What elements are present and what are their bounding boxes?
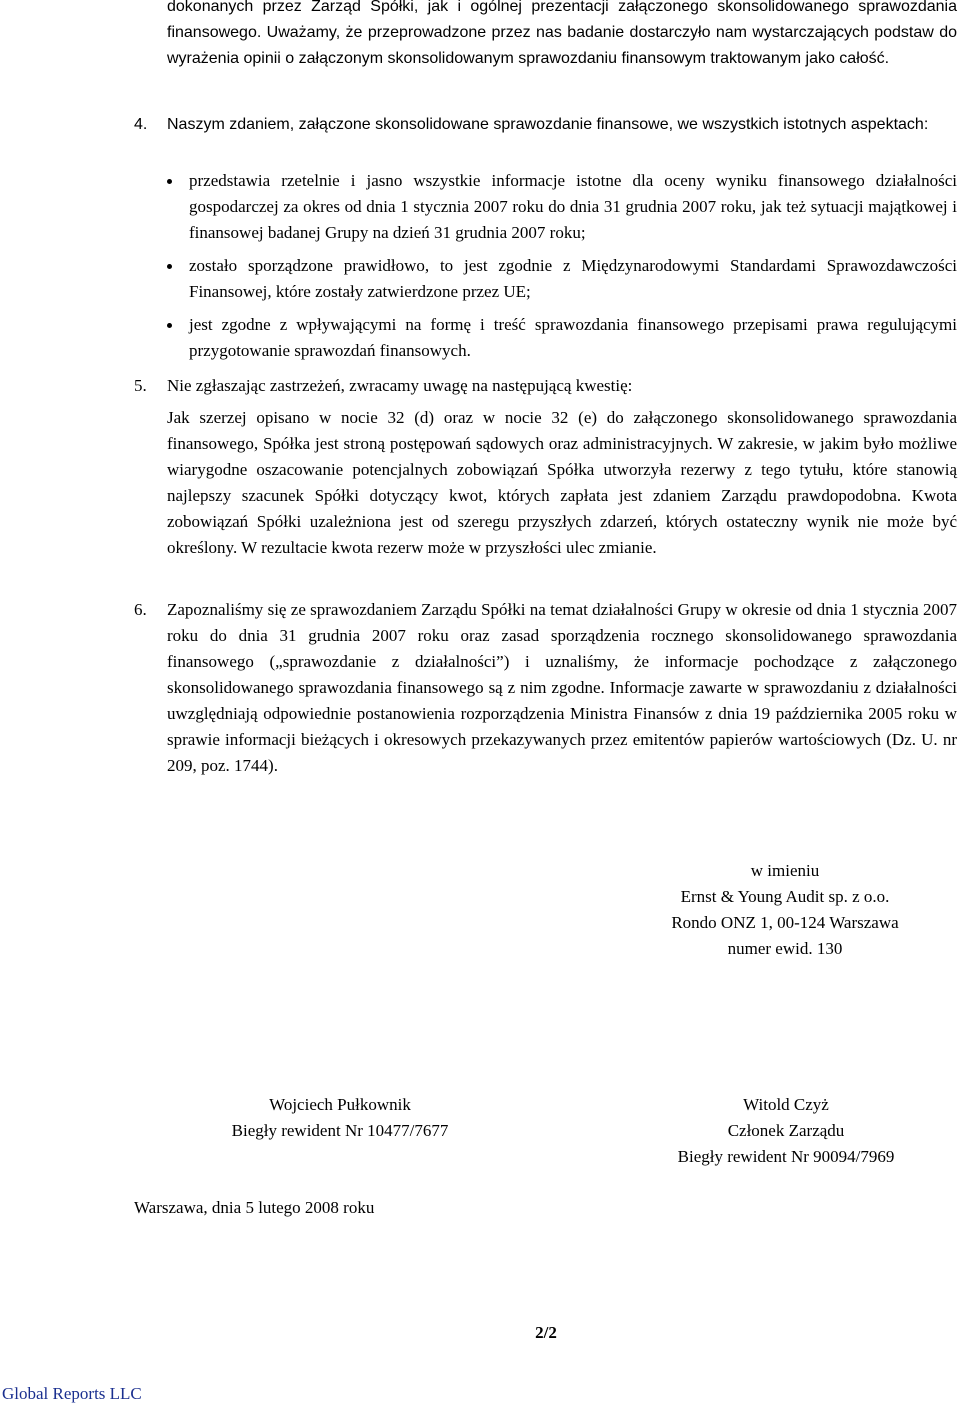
firm-block xyxy=(630,858,940,962)
on-behalf: w imieniu xyxy=(750,861,820,880)
point-6-number: 6. xyxy=(134,600,147,619)
signatory-name: Witold Czyż xyxy=(743,1095,829,1114)
signatory-title: Członek Zarządu xyxy=(727,1121,845,1140)
signatory-role: Biegły rewident Nr 90094/7969 xyxy=(677,1147,895,1166)
list-item: przedstawia rzetelnie i jasno wszystkie informacje istotne dla oceny wyniku finansowego działalności gospodarczej za okres od dnia 1 stycznia 2007 roku do dnia 31 grudnia 2007 roku, jak też sytuacji majątkowej i finansowej badanej Grupy na dzień 31 grudnia 2007 roku; xyxy=(167,168,957,246)
list-item: zostało sporządzone prawidłowo, to jest zgodnie z Międzynarodowymi Standardami Sprawozdawczości Finansowej, które zostały zatwierdzone przez UE; xyxy=(167,253,957,305)
footer-brand: Global Reports LLC xyxy=(2,1384,142,1403)
firm-name: Ernst & Young Audit sp. z o.o. xyxy=(680,887,890,906)
signatory-name: Wojciech Pułkownik xyxy=(269,1095,411,1114)
bullet-icon xyxy=(167,264,172,269)
point-5-lead: Nie zgłaszając zastrzeżeń, zwracamy uwagę na następującą kwestię: xyxy=(167,376,633,395)
point-5-number: 5. xyxy=(134,376,147,395)
signatory-role: Biegły rewident Nr 10477/7677 xyxy=(231,1121,449,1140)
signatory-left xyxy=(190,1092,490,1144)
firm-registry: numer ewid. 130 xyxy=(727,939,843,958)
point-4-number: 4. xyxy=(134,116,148,133)
bullet-icon xyxy=(167,179,172,184)
place-date: Warszawa, dnia 5 lutego 2008 roku xyxy=(134,1198,375,1217)
point-6-text: Zapoznaliśmy się ze sprawozdaniem Zarządu Spółki na temat działalności Grupy w okresie od dnia 1 stycznia 2007 roku do dnia 31 grudnia 2007 roku oraz zasad sporządzenia rocznego skonsolidowanego sprawozdania finansowego („sprawozdanie z działalności”) i uznaliśmy, że informacje pochodzące z załączonego skonsolidowanego sprawozdania finansowego są z nim zgodne. Informacje zawarte w sprawozdaniu z działalności uwzględniają odpowiednie postanowienia rozporządzenia Ministra Finansów z dnia 19 października 2005 roku w sprawie informacji bieżących i okresowych przekazywanych przez emitentów papierów wartościowych (Dz. U. nr 209, poz. 1744). xyxy=(167,600,957,775)
intro-paragraph: dokonanych przez Zarząd Spółki, jak i ogólnej prezentacji załączonego skonsolidowanego sprawozdania finansowego. Uważamy, że przeprowadzone przez nas badanie dostarczyło nam wystarczających podstaw do wyrażenia opinii o załączonym skonsolidowanym sprawozdaniu finansowym traktowanym jako całość. xyxy=(167,0,957,67)
firm-address: Rondo ONZ 1, 00-124 Warszawa xyxy=(671,913,899,932)
list-item: jest zgodne z wpływającymi na formę i treść sprawozdania finansowego przepisami prawa regulującymi przygotowanie sprawozdań finansowych. xyxy=(167,312,957,364)
point-5-text: Jak szerzej opisano w nocie 32 (d) oraz w nocie 32 (e) do załączonego skonsolidowanego sprawozdania finansowego, Spółka jest stroną postępowań sądowych oraz administracyjnych. W zakresie, w jakim było możliwe wiarygodne oszacowanie potencjalnych zobowiązań Spółka utworzyła rezerwy z tego tytułu, które stanowią najlepszy szacunek Spółki dotyczący kwot, których zapłata jest zdaniem Zarządu prawdopodobna. Kwota zobowiązań Spółki uzależniona jest od szeregu przyszłych zdarzeń, których ostateczny wynik nie może być określony. W rezultacie kwota rezerw może w przyszłości ulec zmianie. xyxy=(167,408,957,557)
bullet-icon xyxy=(167,323,172,328)
point-4-bullet-list xyxy=(167,168,957,371)
page-number: 2/2 xyxy=(535,1323,557,1342)
signatory-right xyxy=(636,1092,936,1170)
point-4-text: Naszym zdaniem, załączone skonsolidowane sprawozdanie finansowe, we wszystkich istotnych aspektach: xyxy=(167,116,929,133)
